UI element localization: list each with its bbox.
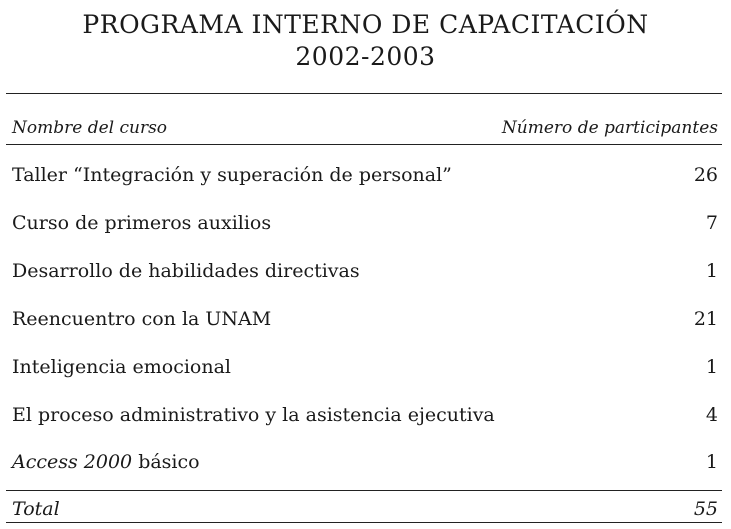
course-name: El proceso administrativo y la asistencia ejecutiva	[12, 404, 495, 426]
participant-count: 26	[693, 164, 718, 186]
table-row	[12, 212, 718, 238]
course-name-rest: básico	[132, 451, 200, 473]
table-row	[12, 451, 718, 477]
table-top-rule	[6, 93, 722, 94]
participant-count: 1	[705, 356, 718, 378]
table-row	[12, 404, 718, 430]
table-bottom-rule	[6, 522, 722, 523]
table-row	[12, 164, 718, 190]
document-title: PROGRAMA INTERNO DE CAPACITACIÓN	[82, 10, 649, 39]
course-name: Taller “Integración y superación de personal”	[12, 164, 452, 186]
course-name-italic-part: Access 2000	[12, 451, 133, 473]
course-name: Reencuentro con la UNAM	[12, 308, 272, 330]
table-total-row	[12, 498, 718, 524]
course-name	[12, 451, 200, 473]
table-row	[12, 356, 718, 382]
document-subtitle-years: 2002-2003	[295, 42, 436, 71]
total-label: Total	[12, 498, 60, 520]
header-course-name: Nombre del curso	[12, 118, 168, 138]
header-participants: Número de participantes	[501, 118, 718, 138]
table-row	[12, 260, 718, 286]
table-row	[12, 308, 718, 334]
participant-count: 1	[705, 451, 718, 473]
participant-count: 1	[705, 260, 718, 282]
participant-count: 21	[693, 308, 718, 330]
course-name: Curso de primeros auxilios	[12, 212, 272, 234]
participant-count: 4	[705, 404, 718, 426]
table-total-rule	[6, 490, 722, 491]
total-value: 55	[693, 498, 718, 520]
course-name: Inteligencia emocional	[12, 356, 232, 378]
course-name: Desarrollo de habilidades directivas	[12, 260, 360, 282]
participant-count: 7	[705, 212, 718, 234]
table-header-rule	[6, 144, 722, 145]
